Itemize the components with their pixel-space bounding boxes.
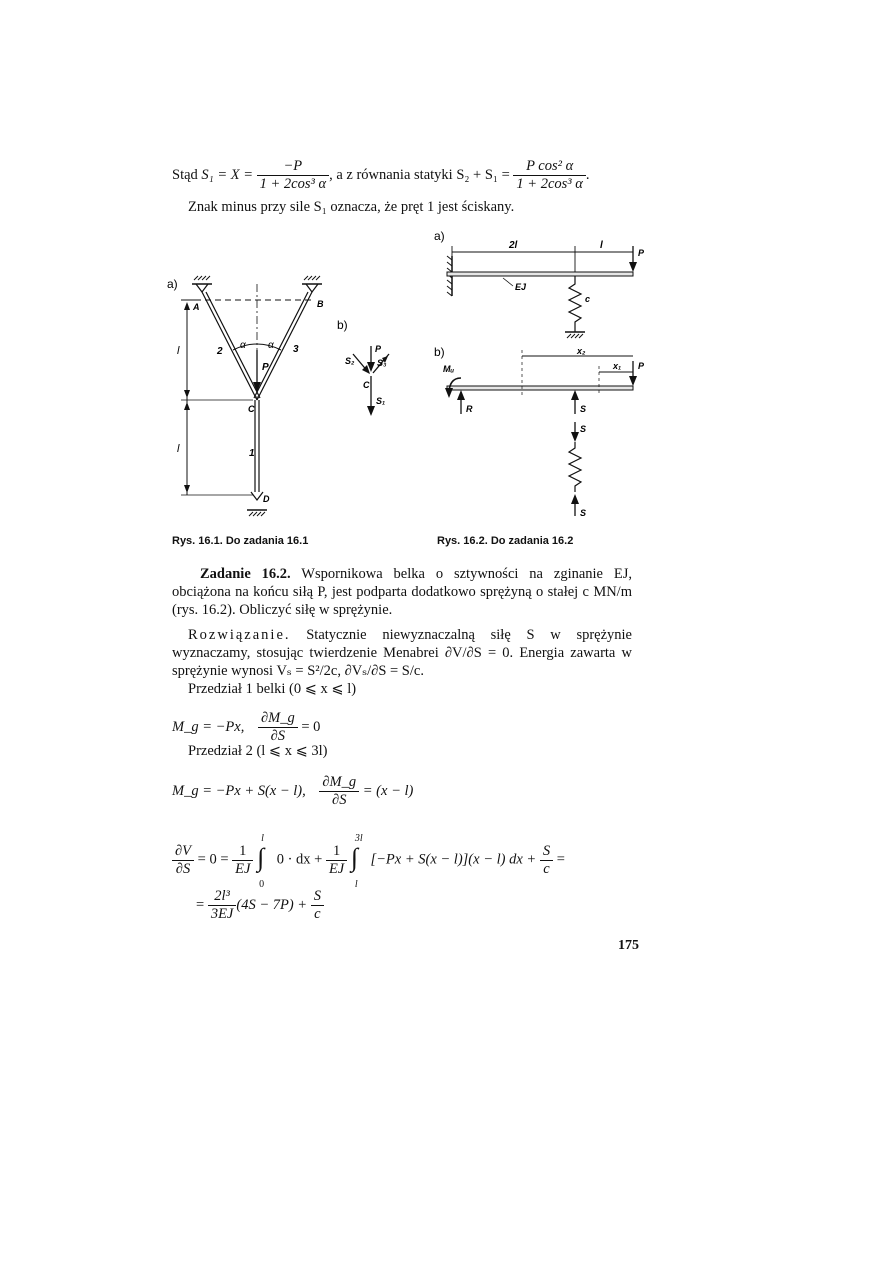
- support-a: [192, 276, 212, 292]
- dim-l-upper: l: [177, 345, 180, 357]
- fraction-numerator: P cos² α: [513, 158, 585, 176]
- integral-1: l ∫ 0: [257, 832, 273, 888]
- integral-2-lower: l: [354, 879, 358, 890]
- support-b: [302, 276, 322, 292]
- s-over-c: [540, 843, 553, 878]
- task-text: Wspornikowa belka o sztywności na zginanie EJ, obciążona na końcu siłą P, jest podparta dodatkowo sprężyną o stałej c MN/m (rys. 16.2). Obliczyć siłę w sprężynie.: [172, 566, 633, 618]
- statics-equation-text: , a z równania statyki S₂ + S₁ =: [329, 166, 510, 183]
- fraction-denominator: 1 + 2cos³ α: [259, 176, 327, 192]
- s: S: [311, 888, 324, 906]
- integral-2-upper: 3l: [354, 833, 363, 844]
- fraction-s1: [257, 158, 329, 193]
- solution-paragraph: [172, 626, 632, 680]
- bar-1-label: 1: [249, 448, 255, 459]
- load-p-label: P: [262, 362, 269, 373]
- equation-s1: Stąd S₁ = X = $\frac{-P}{\text{1 + 2cos³ α}}$ , a z równania statyki S₂ + S₁ = $\frac{\text{P cos² α}}{\text{1 + 2cos³ α}}$ .: [172, 158, 590, 192]
- solution-text: Statycznie niewyznaczalną siłę S w sprężynie wyznaczamy, stosując twierdzenie Menabrei ∂V/∂S = 0. Energia zawarta w sprężynie wynosi Vₛ = S²/2c, ∂Vₛ/∂S = S/c.: [172, 627, 632, 679]
- fb-p-label: P: [375, 344, 382, 354]
- node-c-label: C: [248, 404, 255, 414]
- caption-fig-16-2: Rys. 16.2. Do zadania 16.2: [437, 535, 574, 547]
- interval-2-label: Przedział 2 (l ⩽ x ⩽ 3l): [188, 743, 328, 759]
- figure-16-1-free-body: [333, 318, 393, 428]
- dim-l: l: [600, 240, 603, 251]
- mg-expression: M_g = −Px + S(x − l),: [172, 782, 306, 799]
- fig2-p-b-label: P: [638, 361, 645, 371]
- one-over-ej-2: [326, 843, 347, 878]
- fig1-a-label: a): [167, 277, 178, 291]
- page-number: 175: [618, 938, 639, 953]
- fb-s2-label: S₂: [345, 356, 355, 366]
- integral-equation: [172, 832, 565, 888]
- dv-ds-fraction: [172, 843, 194, 878]
- dv: ∂V: [172, 843, 194, 861]
- one: 1: [232, 843, 253, 861]
- ds: ∂S: [175, 860, 191, 877]
- s-bottom-label: S: [580, 508, 587, 518]
- node-d-label: D: [263, 494, 270, 504]
- derivative-denominator: ∂S: [332, 792, 347, 808]
- fig1-b-label: b): [337, 318, 348, 332]
- alpha-right: α: [268, 340, 274, 351]
- interval-1-label: Przedział 1 belki (0 ⩽ x ⩽ l): [188, 681, 357, 697]
- equals-zero: = 0 =: [197, 851, 229, 868]
- integral-2: 3l ∫ l: [351, 832, 367, 888]
- derivative-rhs: = 0: [301, 718, 321, 735]
- node-b-label: B: [317, 299, 324, 309]
- s: S: [540, 843, 553, 861]
- node-a-label: A: [193, 302, 200, 312]
- result-fraction: [208, 888, 237, 923]
- fig2-ej-label: EJ: [515, 282, 527, 292]
- s-beam-label: S: [580, 404, 587, 414]
- bar-3-label: 3: [293, 344, 299, 355]
- result-s-over-c: [311, 888, 324, 923]
- mg-expression: M_g = −Px,: [172, 718, 245, 735]
- word-stad: Stąd: [172, 166, 198, 183]
- integral-1-body: 0 · dx +: [276, 851, 323, 868]
- s-top-label: S: [580, 424, 587, 434]
- result-body: (4S − 7P) +: [236, 896, 308, 913]
- derivative-rhs: = (x − l): [362, 782, 414, 799]
- bar-2-label: 2: [217, 346, 223, 357]
- task-paragraph: [172, 565, 632, 619]
- fraction-numerator: −P: [257, 158, 329, 176]
- derivative-fraction: [319, 774, 359, 809]
- result-equals: =: [196, 896, 205, 913]
- one-over-ej-1: [232, 843, 253, 878]
- fb-c-label: C: [363, 380, 370, 390]
- solution-lead: Rozwiązanie.: [188, 627, 291, 643]
- spring-c-label: c: [585, 294, 591, 304]
- mu-label: Mᵤ: [443, 364, 455, 374]
- derivative-fraction: [258, 710, 298, 745]
- dim-l-lower: l: [177, 443, 180, 455]
- r-label: R: [466, 404, 473, 414]
- s1-equals-x: S₁ = X =: [201, 166, 253, 183]
- c: c: [543, 860, 550, 877]
- derivative-numerator: ∂M_g: [319, 774, 359, 792]
- integral-1-lower: 0: [259, 879, 265, 890]
- x1-label: x₁: [613, 361, 622, 371]
- ej: EJ: [328, 860, 345, 877]
- interval-2-equation: [172, 774, 413, 809]
- task-title: Zadanie 16.2.: [200, 566, 291, 582]
- fig2-a-label: a): [434, 229, 445, 243]
- derivative-denominator: ∂S: [270, 728, 286, 744]
- ej: EJ: [235, 860, 251, 877]
- integral-2-body: [−Px + S(x − l)](x − l) dx +: [370, 851, 537, 868]
- figure-16-2: [425, 226, 655, 526]
- caption-fig-16-1: Rys. 16.1. Do zadania 16.1: [172, 535, 309, 547]
- x2-label: x₂: [577, 346, 586, 356]
- integral-tail: =: [556, 851, 565, 868]
- fb-s1-label: S₁: [376, 396, 386, 406]
- interval-1-equation: [172, 710, 320, 745]
- alpha-left: α: [240, 340, 246, 351]
- c: c: [314, 906, 321, 922]
- fraction-s2: [513, 158, 585, 193]
- dim-2l: 2l: [509, 240, 518, 251]
- fig2-b-label: b): [434, 345, 445, 359]
- integral-result: [196, 888, 324, 923]
- fb-s3-label: S₃: [377, 358, 387, 368]
- result-numerator: 2l³: [208, 888, 237, 906]
- fraction-denominator: 1 + 2cos³ α: [516, 176, 583, 192]
- integral-1-upper: l: [261, 833, 264, 844]
- derivative-numerator: ∂M_g: [258, 710, 298, 728]
- sign-note: Znak minus przy sile S₁ oznacza, że pręt 1 jest ściskany.: [188, 199, 515, 215]
- result-denominator: 3EJ: [210, 906, 234, 922]
- one: 1: [326, 843, 347, 861]
- fig2-p-label: P: [638, 248, 645, 258]
